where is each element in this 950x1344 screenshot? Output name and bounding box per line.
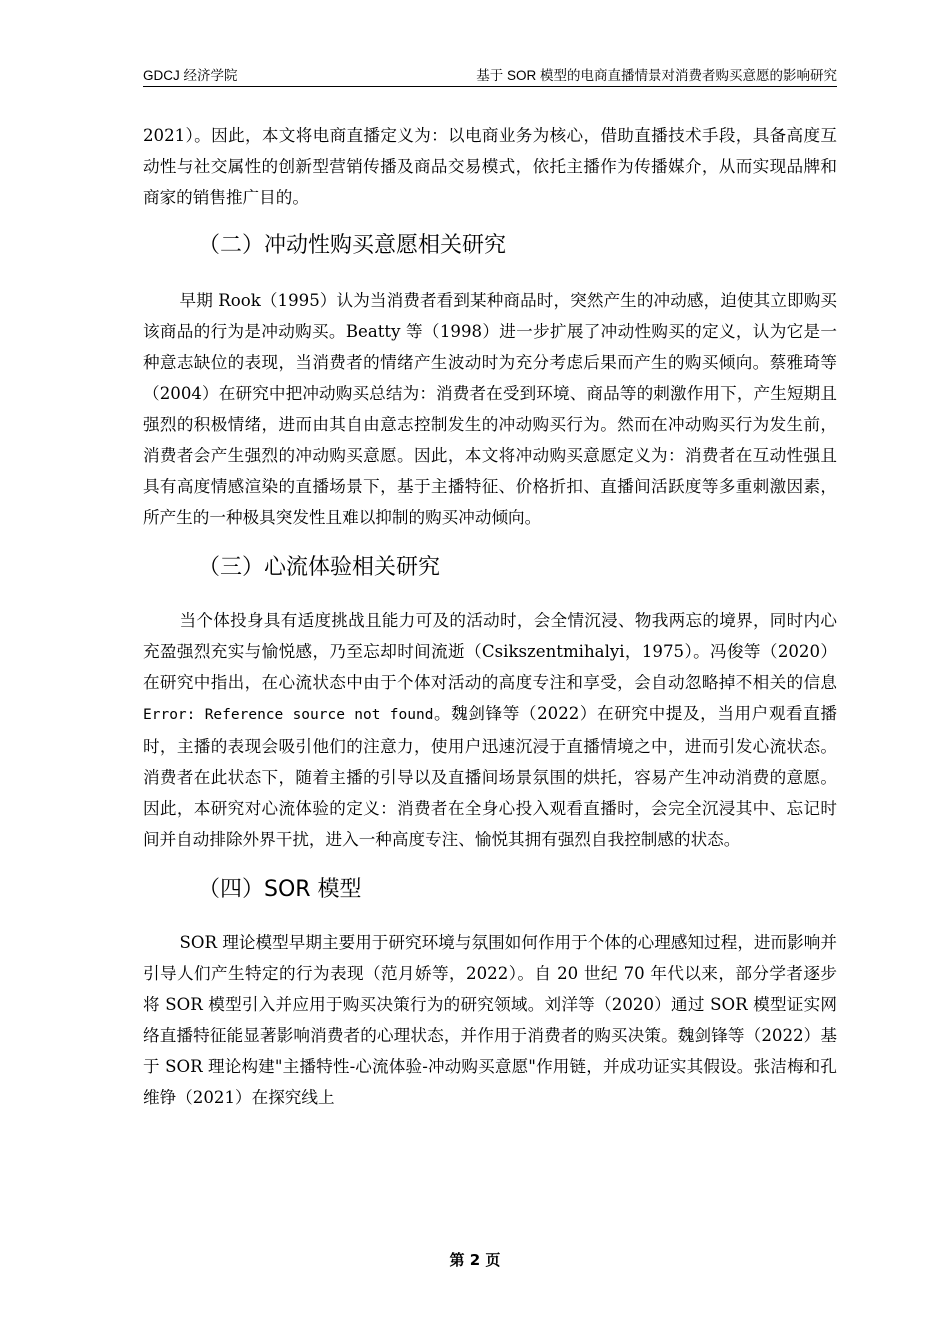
section-heading-sor-model: （四）SOR 模型 bbox=[198, 877, 362, 902]
paragraph-ecommerce-live-definition: 2021）。因此，本文将电商直播定义为：以电商业务为核心，借助直播技术手段，具备高度互动性与社交属性的创新型营销传播及商品交易模式，依托主播作为传播媒介，从而实现品牌和商家的销售推广目的。 bbox=[143, 126, 837, 207]
reference-error-text: Error: Reference source not found bbox=[143, 707, 434, 723]
paragraph-flow-experience bbox=[143, 605, 837, 855]
page-header bbox=[143, 66, 837, 87]
paragraph-sor-model: SOR 理论模型早期主要用于研究环境与氛围如何作用于个体的心理感知过程，进而影响并引导人们产生特定的行为表现（范月娇等，2022）。自 20 世纪 70 年代以来，部分学者逐步将 SOR 模型引入并应用于购买决策行为的研究领域。刘洋等（2020）通过 SOR 模型证实网络直播特征能显著影响消费者的心理状态，并作用于消费者的购买决策。魏剑锋等（2022）基于 SOR 理论构建"主播特性-心流体验-冲动购买意愿"作用链，并成功证实其假设。张洁梅和孔维铮（2021）在探究线上 bbox=[143, 933, 837, 1107]
section-heading-impulse-purchase: （二）冲动性购买意愿相关研究 bbox=[198, 233, 507, 258]
flow-text-part-1: 当个体投身具有适度挑战且能力可及的活动时，会全情沉浸、物我两忘的境界，同时内心充盈强烈充实与愉悦感，乃至忘却时间流逝（Csikszentmihalyi，1975）。冯俊等（2020）在研究中指出，在心流状态中由于个体对活动的高度专注和享受，会自动忽略掉不相关的信息 bbox=[143, 611, 837, 692]
header-paper-title: 基于 SOR 模型的电商直播情景对消费者购买意愿的影响研究 bbox=[476, 68, 837, 83]
flow-text-part-2: 。魏剑锋等（2022）在研究中提及，当用户观看直播时，主播的表现会吸引他们的注意力，使用户迅速沉浸于直播情境之中，进而引发心流状态。消费者在此状态下，随着主播的引导以及直播间场景氛围的烘托，容易产生冲动消费的意愿。因此，本研究对心流体验的定义：消费者在全身心投入观看直播时，会完全沉浸其中、忘记时间并自动排除外界干扰，进入一种高度专注、愉悦其拥有强烈自我控制感的状态。 bbox=[143, 704, 837, 849]
header-institution: GDCJ 经济学院 bbox=[143, 68, 238, 83]
document-body bbox=[143, 120, 837, 1113]
paragraph-impulse-purchase: 早期 Rook（1995）认为当消费者看到某种商品时，突然产生的冲动感，迫使其立即购买该商品的行为是冲动购买。Beatty 等（1998）进一步扩展了冲动性购买的定义，认为它是一种意志缺位的表现，当消费者的情绪产生波动时为充分考虑后果而产生的购买倾向。蔡雅琦等（2004）在研究中把冲动购买总结为：消费者在受到环境、商品等的刺激作用下，产生短期且强烈的积极情绪，进而由其自由意志控制发生的冲动购买行为。然而在冲动购买行为发生前，消费者会产生强烈的冲动购买意愿。因此，本文将冲动购买意愿定义为：消费者在互动性强且具有高度情感渲染的直播场景下，基于主播特征、价格折扣、直播间活跃度等多重刺激因素，所产生的一种极具突发性且难以抑制的购买冲动倾向。 bbox=[143, 291, 837, 527]
section-heading-flow-experience: （三）心流体验相关研究 bbox=[198, 555, 441, 580]
page-number: 第 2 页 bbox=[449, 1251, 501, 1269]
